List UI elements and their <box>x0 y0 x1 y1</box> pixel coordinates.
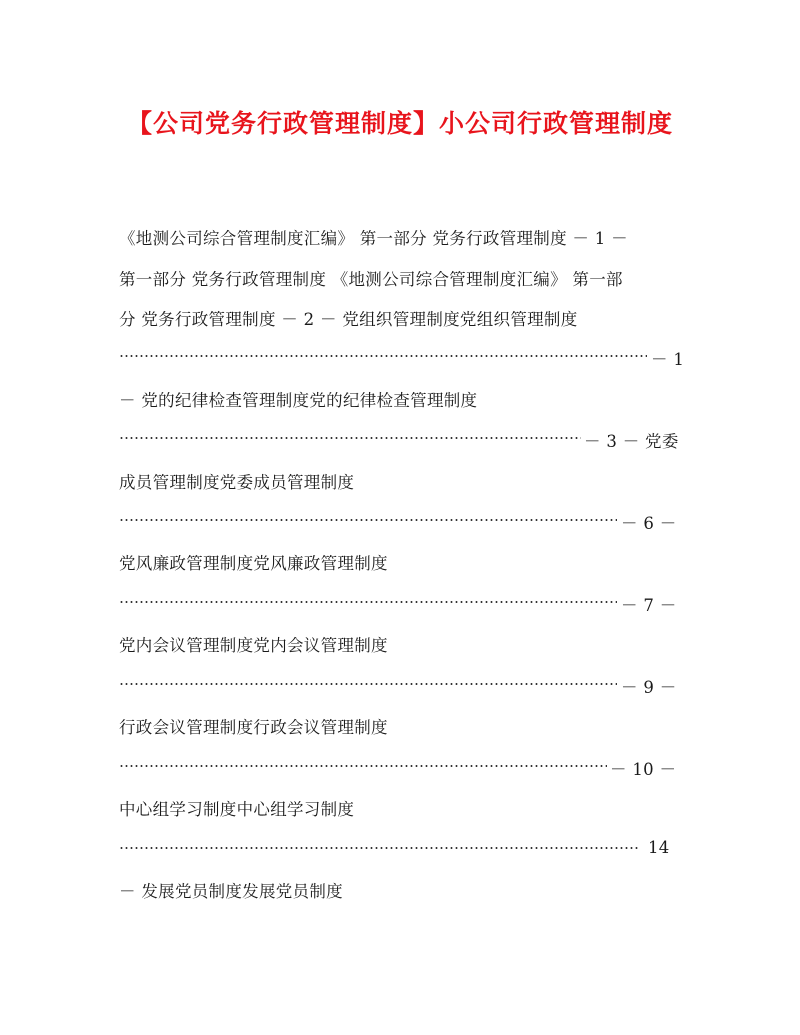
page-number-1: － 1 <box>651 350 685 369</box>
text-line-6: 党风廉政管理制度党风廉政管理制度 <box>119 554 388 573</box>
text-line-4: － 党的纪律检查管理制度党的纪律检查管理制度 <box>119 391 478 410</box>
page-number-7: 14 <box>648 838 670 857</box>
text-line-8: 行政会议管理制度行政会议管理制度 <box>119 718 388 737</box>
text-line-9: 中心组学习制度中心组学习制度 <box>119 800 355 819</box>
page-number-2: － 3 － 党委 <box>584 432 679 451</box>
text-line-2: 第一部分 党务行政管理制度 《地测公司综合管理制度汇编》 第一部 <box>119 270 623 289</box>
dot-leader-1 <box>119 355 647 357</box>
text-line-10: － 发展党员制度发展党员制度 <box>119 882 343 901</box>
dot-leader-5 <box>119 683 617 685</box>
dot-leader-3 <box>119 519 617 521</box>
page-number-6: － 10 － <box>610 760 677 779</box>
dot-leader-2 <box>119 437 581 439</box>
page-number-5: － 9 － <box>621 678 677 697</box>
document-title: 【公司党务行政管理制度】小公司行政管理制度 <box>126 109 673 138</box>
text-line-1: 《地测公司综合管理制度汇编》 第一部分 党务行政管理制度 － 1 － <box>119 229 628 248</box>
text-line-5: 成员管理制度党委成员管理制度 <box>119 473 355 492</box>
page-number-4: － 7 － <box>621 596 677 615</box>
dot-leader-6 <box>119 765 607 767</box>
page-number-3: － 6 － <box>621 514 677 533</box>
text-line-7: 党内会议管理制度党内会议管理制度 <box>119 636 388 655</box>
dot-leader-7 <box>119 847 639 849</box>
dot-leader-4 <box>119 601 617 603</box>
text-line-3: 分 党务行政管理制度 － 2 － 党组织管理制度党组织管理制度 <box>119 310 578 329</box>
